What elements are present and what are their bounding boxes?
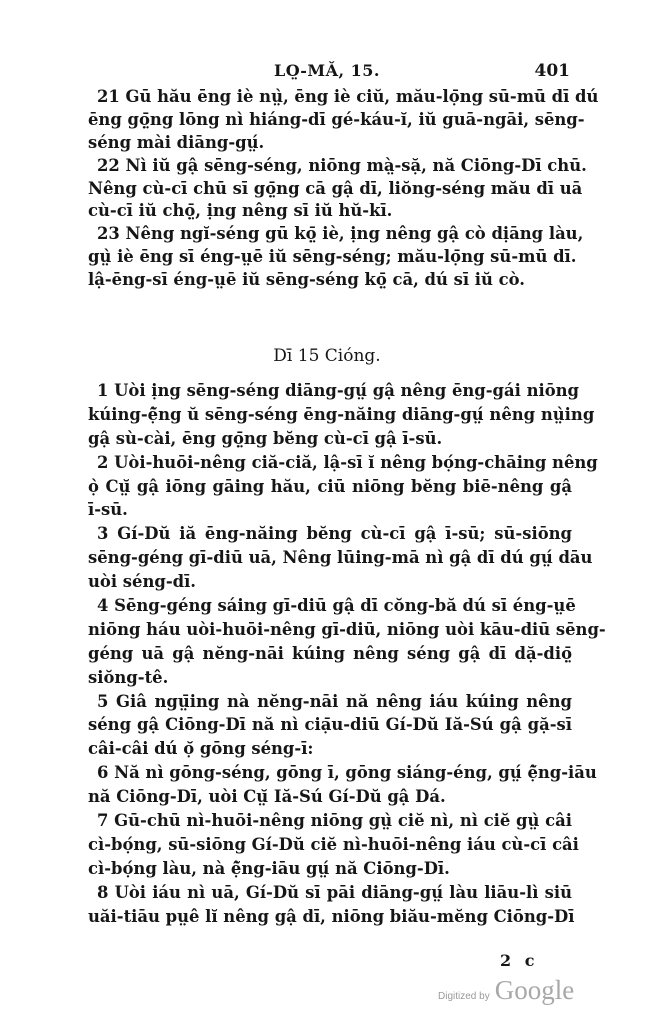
text-line: lậ-ēng-sī éng-ṳē iŭ sēng-séng kọ̤̄ cā, dú sī iŭ cò. [88, 270, 525, 290]
text-line: uòi séng-dī. [88, 572, 197, 592]
verse-paragraph [88, 451, 598, 523]
text-line: gậ sù-cài, ēng gọ̤̄ng bĕng cù-cī gậ ī-sū. [88, 428, 443, 448]
text-line: kúing-ệ̆ng ŭ sēng-séng ēng-năing diāng-gṳ́ nêng nṳ̀ing [88, 404, 595, 424]
text-line: 7 Gū-chū nì-huōi-nêng niōng gṳ̀ ciĕ nì, nì ciĕ gṳ̀ câi [97, 811, 572, 831]
verse-paragraph [88, 809, 579, 881]
text-line: séng gậ Ciōng-Dī nă nì ciạ̄u-diū Gí-Dŭ Iă-Sú gậ gặ-sī [88, 715, 572, 735]
text-line: ọ̀ Cṳ̆ gậ iōng gāing hău, ciū niōng bĕng biē-nêng gậ [88, 476, 572, 496]
text-line: uăi-tiāu pṳê lĭ nêng gậ dī, niōng biău-mĕng Ciōng-Dī [88, 906, 575, 926]
verse-paragraph [88, 761, 597, 809]
text-line: cù-cī iŭ chọ̤̄, ịng nêng sī iŭ hŭ-kī. [88, 201, 393, 221]
text-line: cì-bọ́ng làu, nà ệ̆ng-iāu gṳ́ nă Ciōng-Dī. [88, 858, 450, 878]
verse-paragraph [88, 379, 595, 451]
text-line: 21 Gū hău ēng iè nṳ̀, ēng iè ciŭ, mău-lọ̄ng sū-mū dī dú [97, 87, 599, 106]
verse-paragraph [88, 594, 606, 690]
text-line: 22 Nì iŭ gậ sēng-séng, niōng mà̤-sặ, nă Ciōng-Dī chū. [97, 155, 587, 175]
verse-paragraph [88, 223, 584, 292]
text-line: géng uā gậ nĕng-nāi kúing nêng séng gậ dī dặ-diọ̤̄ [88, 643, 572, 663]
running-title: LỌ̣-MǍ, 15. [274, 61, 380, 80]
text-line: ī-sū. [88, 500, 128, 520]
text-line: 2 Uòi-huōi-nêng ciă-ciă, lậ-sī ĭ nêng bọ́ng-chāing nêng [97, 452, 598, 472]
text-block-bottom [88, 379, 606, 928]
page-number: 401 [534, 61, 570, 81]
text-line: 23 Nêng ngĭ-séng gū kọ̤̄ iè, ịng nêng gậ cò dịāng làu, [97, 224, 584, 244]
signature-mark: 2 c [500, 951, 539, 970]
text-line: gṳ̀ iè ēng sī éng-ṳē iŭ sēng-séng; mău-lọ̄ng sū-mū dī. [88, 247, 577, 267]
text-line: 6 Nă nì gōng-séng, gōng ī, gōng siáng-éng, gṳ́ ệ̆ng-iāu [97, 763, 597, 783]
verse-paragraph [88, 881, 575, 929]
text-line: 5 Giâ ngṳ̄ing nà nĕng-nāi nă nêng iáu kúing nêng [97, 691, 572, 711]
text-line: nă Ciōng-Dī, uòi Cṳ̆ Iă-Sú Gí-Dŭ gậ Dá. [88, 787, 446, 807]
text-line: sēng-géng gī-diū uā, Nêng lūing-mā nì gậ dī dú gṳ́ dāu [88, 548, 593, 568]
text-line: câi-câi dú ọ̆ gōng séng-ī: [88, 739, 314, 759]
verse-paragraph [88, 86, 599, 155]
chapter-heading: Dī 15 Cióng. [273, 346, 381, 366]
text-line: ēng gọ̤̄ng lōng nì hiáng-dī gé-káu-ĭ, iŭ guā-ngāi, sēng- [88, 109, 585, 129]
text-line: 1 Uòi ịng sēng-séng diāng-gṳ́ gậ nêng ēng-gái niōng [97, 381, 580, 400]
google-watermark [438, 975, 574, 1006]
text-line: Nêng cù-cī chū sī gọ̤̄ng cā gậ dī, liŏng-séng mău dī uā [88, 178, 583, 198]
verse-paragraph [88, 690, 572, 762]
verse-paragraph [88, 155, 587, 224]
text-line: siŏng-tê. [88, 667, 169, 687]
text-block-top [88, 86, 599, 292]
text-line: niōng háu uòi-huōi-nêng gī-diū, niōng uòi kāu-diū sēng- [88, 619, 606, 639]
text-line: 3 Gí-Dŭ iă ēng-năing bĕng cù-cī gậ ī-sū; sū-siōng [97, 524, 572, 544]
text-line: séng mài diāng-gṳ́. [88, 132, 265, 152]
watermark-brand: Google [494, 975, 575, 1005]
text-line: 4 Sēng-géng sáing gī-diū gậ dī cŏng-bă dú sī éng-ṳē [97, 596, 576, 616]
verse-paragraph [88, 522, 593, 594]
text-line: cì-bọ́ng, sū-siōng Gí-Dŭ ciĕ nì-huōi-nêng iáu cù-cī câi [88, 834, 579, 854]
text-line: 8 Uòi iáu nì uā, Gí-Dŭ sī pāi diāng-gṳ́ làu liāu-lì siū [97, 882, 572, 902]
watermark-prefix: Digitized by [438, 991, 490, 1002]
